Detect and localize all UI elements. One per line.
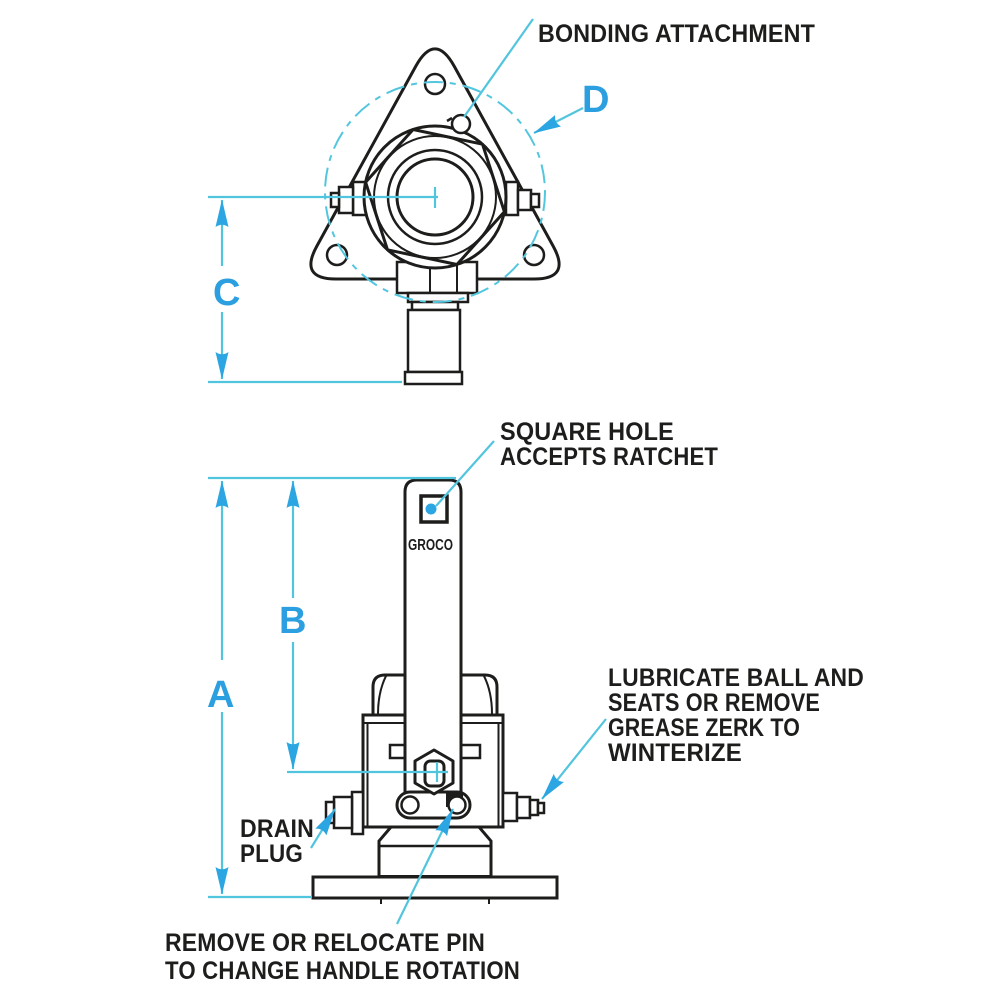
drain-plug-leader [311, 809, 335, 848]
grease-zerk-fitting-right [503, 793, 544, 821]
square-hole-dot [426, 504, 437, 515]
square-hole-leader [436, 441, 494, 506]
flange-bolt-hole-top [425, 74, 445, 94]
pin-label-1: REMOVE OR RELOCATE PIN [165, 929, 485, 957]
base-flange [313, 877, 557, 898]
drain-plug-label-2: PLUG [240, 840, 303, 868]
drain-plug-callout [240, 809, 335, 868]
lubricate-leader [542, 719, 606, 799]
groco-logo: GROCO [408, 537, 453, 554]
dim-c-label: C [213, 272, 241, 314]
body-lug-right [460, 745, 480, 758]
lubricate-callout [542, 664, 864, 799]
dimension-a [207, 481, 234, 894]
square-hole-callout [436, 418, 718, 506]
lubricate-label-2: SEATS OR REMOVE [608, 689, 820, 717]
dimension-d [534, 79, 609, 133]
pin-hole-left [402, 797, 419, 814]
lubricate-label-1: LUBRICATE BALL AND [608, 664, 864, 692]
inlet-pipe-top-view [397, 262, 477, 384]
body-shoulder [379, 827, 491, 877]
pin-label-2: TO CHANGE HANDLE ROTATION [165, 957, 520, 985]
dim-d-leader [534, 108, 583, 133]
dimension-b [279, 481, 306, 769]
base-assembly [313, 827, 557, 904]
flange-bolt-hole-right [524, 245, 544, 265]
square-hole-label-2: ACCEPTS RATCHET [500, 443, 718, 471]
dim-a-label: A [207, 674, 235, 716]
dim-b-label: B [279, 600, 307, 642]
dim-d-label: D [582, 79, 610, 121]
handle [405, 480, 461, 796]
top-view [208, 19, 815, 384]
side-view [165, 418, 864, 985]
pin-slot [397, 792, 470, 818]
bonding-label: BONDING ATTACHMENT [538, 20, 815, 48]
lubricate-label-3: GREASE ZERK TO [608, 714, 800, 742]
lubricate-label-4: WINTERIZE [608, 739, 742, 767]
bonding-attachment-hole [452, 115, 470, 133]
drain-plug-label-1: DRAIN [240, 815, 314, 843]
square-hole-label-1: SQUARE HOLE [500, 418, 674, 446]
